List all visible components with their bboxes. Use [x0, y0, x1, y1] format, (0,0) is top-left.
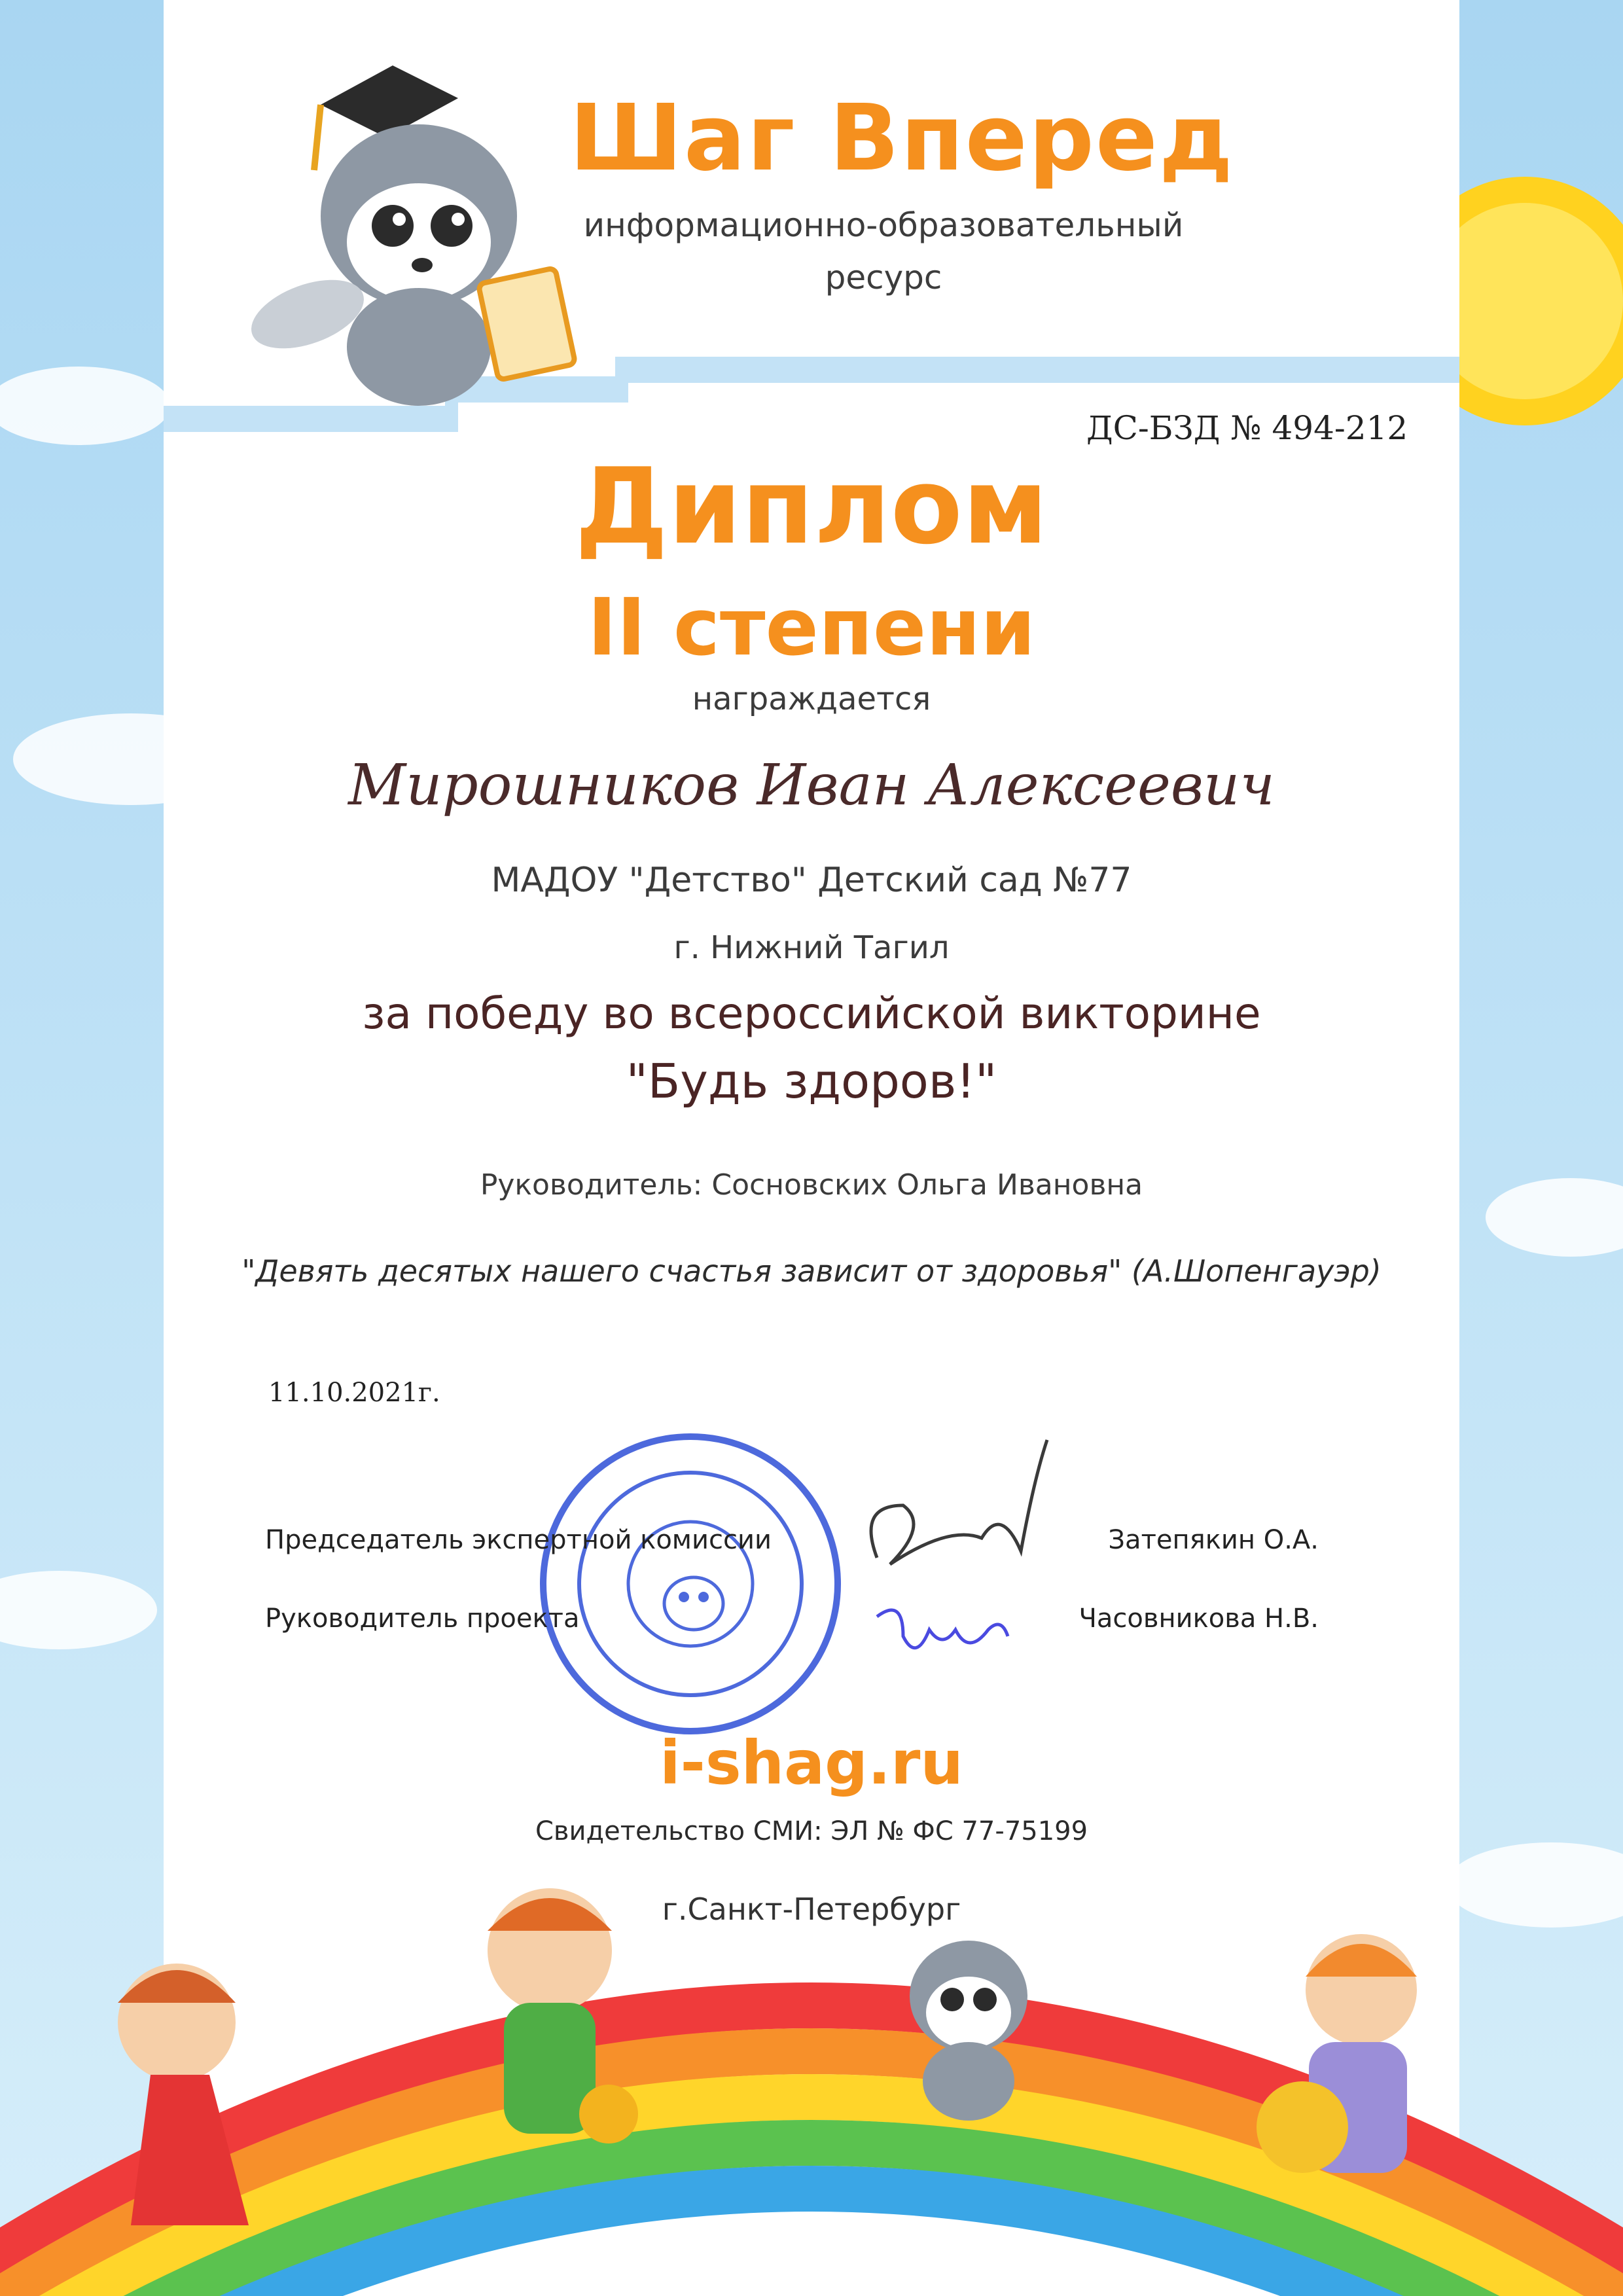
- signature-person-project-head: Часовникова Н.В.: [1079, 1604, 1319, 1634]
- media-license: Свидетельство СМИ: ЭЛ № ФС 77-75199: [535, 1816, 1088, 1846]
- brand-tagline-line2: ресурс: [825, 259, 942, 296]
- signature-role-chairman: Председатель экспертной комиссии: [265, 1525, 772, 1555]
- quote: "Девять десятых нашего счастья зависит от здоровья" (А.Шопенгауэр): [241, 1253, 1382, 1289]
- diploma-degree: II степени: [587, 583, 1036, 673]
- award-reason: за победу во всероссийской викторине: [362, 988, 1261, 1039]
- brand-tagline-line1: информационно-образовательный: [583, 206, 1184, 244]
- signature-person-chairman: Затепякин О.А.: [1108, 1525, 1319, 1555]
- raccoon-mascot-icon: [910, 1941, 1027, 2121]
- city: г. Нижний Тагил: [673, 929, 950, 966]
- footer-city: г.Санкт-Петербург: [662, 1892, 961, 1927]
- document-number: ДС-БЗД № 494-212: [1086, 409, 1408, 447]
- issue-date: 11.10.2021г.: [268, 1378, 440, 1408]
- quiz-name: "Будь здоров!": [626, 1054, 997, 1109]
- supervisor: Руководитель: Сосновских Ольга Ивановна: [480, 1168, 1143, 1202]
- website-link[interactable]: i-shag.ru: [660, 1728, 963, 1798]
- organization: МАДОУ "Детство" Детский сад №77: [491, 861, 1132, 900]
- brand-name: Шаг Вперед: [569, 85, 1234, 192]
- diploma-title: Диплом: [575, 445, 1048, 567]
- recipient-name: Мирошников Иван Алексеевич: [348, 753, 1275, 818]
- signature-role-project-head: Руководитель проекта: [265, 1604, 580, 1634]
- awarded-label: награждается: [692, 681, 931, 717]
